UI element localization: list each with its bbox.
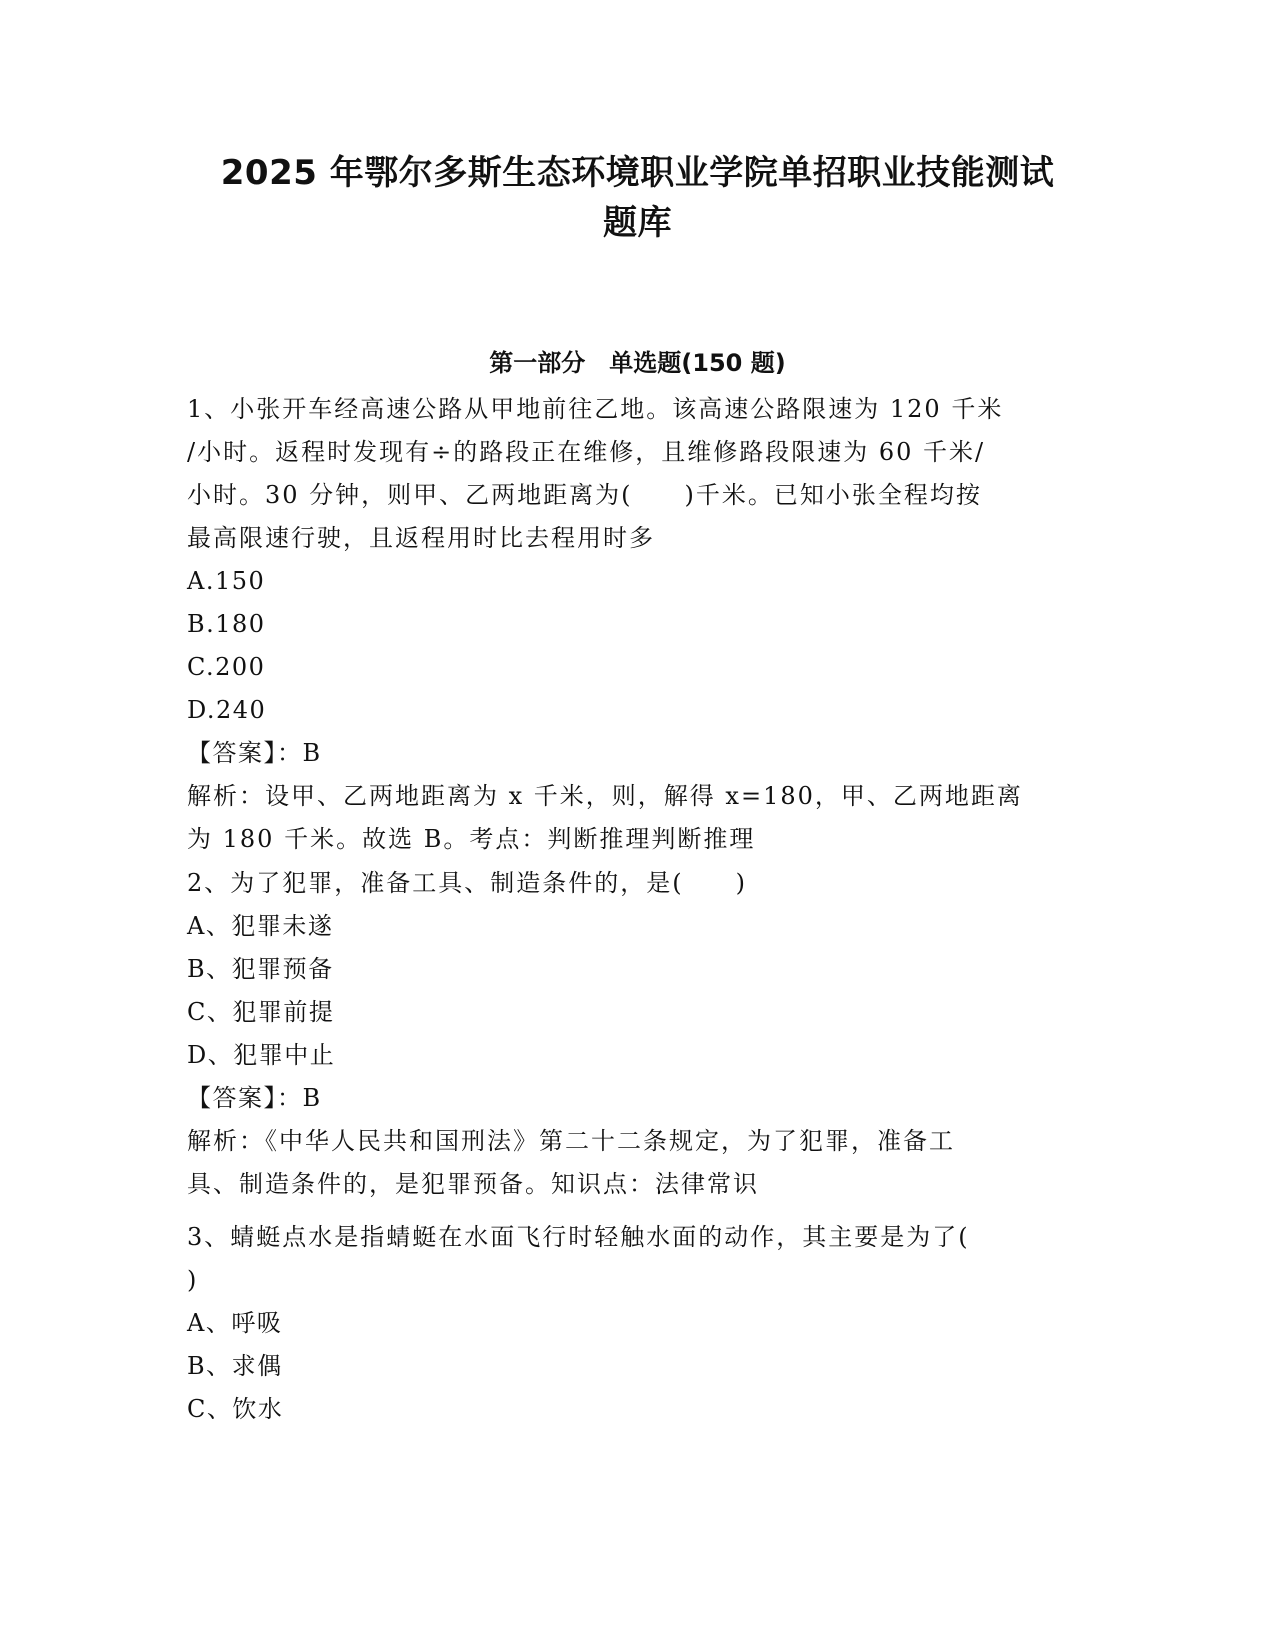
- section-heading: 第一部分 单选题(150 题): [489, 349, 786, 377]
- question-stem-line: ): [187, 1266, 199, 1294]
- analysis-line: 为 180 千米。故选 B。考点：判断推理判断推理: [187, 825, 756, 853]
- option-a: A、呼吸: [187, 1309, 283, 1337]
- question-stem-line: 1、小张开车经高速公路从甲地前往乙地。该高速公路限速为 120 千米: [187, 395, 1004, 423]
- question-2: [187, 862, 1087, 1206]
- document-title: [150, 148, 1125, 248]
- analysis-line: 解析：设甲、乙两地距离为 x 千米，则，解得 x=180，甲、乙两地距离: [187, 782, 1023, 810]
- answer-label: 【答案】：B: [187, 739, 322, 767]
- option-a: A、犯罪未遂: [187, 912, 334, 940]
- option-d: D、犯罪中止: [187, 1041, 336, 1069]
- answer-label: 【答案】：B: [187, 1084, 322, 1112]
- question-stem-line: 3、蜻蜓点水是指蜻蜓在水面飞行时轻触水面的动作，其主要是为了(: [187, 1223, 970, 1251]
- question-3: [187, 1216, 1087, 1431]
- option-b: B、犯罪预备: [187, 955, 334, 983]
- analysis-line: 解析：《中华人民共和国刑法》第二十二条规定，为了犯罪，准备工: [187, 1127, 955, 1155]
- option-c: C、饮水: [187, 1395, 284, 1423]
- option-c: C、犯罪前提: [187, 998, 335, 1026]
- question-stem-line: /小时。返程时发现有÷的路段正在维修，且维修路段限速为 60 千米/: [187, 438, 986, 466]
- option-b: B.180: [187, 610, 266, 638]
- question-stem-line: 小时。30 分钟，则甲、乙两地距离为( )千米。已知小张全程均按: [187, 481, 982, 509]
- document-title-line-1: 2025 年鄂尔多斯生态环境职业学院单招职业技能测试: [220, 153, 1055, 193]
- question-stem-line: 2、为了犯罪，准备工具、制造条件的，是( ): [187, 869, 747, 897]
- option-a: A.150: [187, 567, 266, 595]
- question-stem-line: 最高限速行驶，且返程用时比去程用时多: [187, 524, 655, 552]
- option-d: D.240: [187, 696, 267, 724]
- option-c: C.200: [187, 653, 266, 681]
- question-1: [187, 388, 1087, 861]
- document-title-line-2: 题库: [603, 203, 672, 243]
- option-b: B、求偶: [187, 1352, 283, 1380]
- analysis-line: 具、制造条件的，是犯罪预备。知识点：法律常识: [187, 1170, 759, 1198]
